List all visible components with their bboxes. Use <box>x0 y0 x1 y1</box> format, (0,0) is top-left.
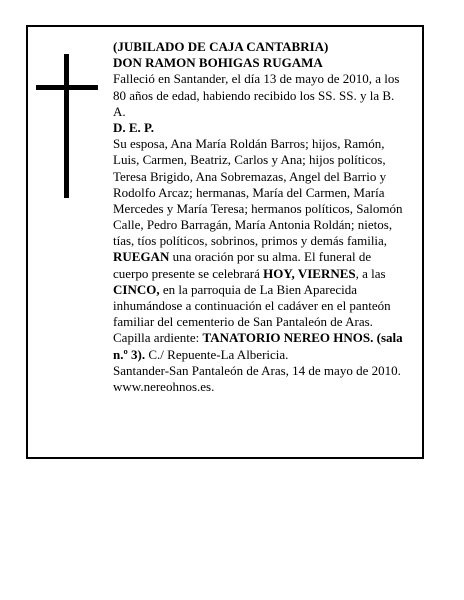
family-line-1: Su esposa, Ana María Roldán Barros; hijos, Ramón, <box>113 136 385 152</box>
family-line-7: tías, tíos políticos, sobrinos, primos y demás familia, <box>113 233 388 249</box>
burial-line-2: familiar del cementerio de San Pantaleón de Aras. <box>113 314 373 330</box>
family-line-2: Luis, Carmen, Beatriz, Carlos y Ana; hijos políticos, <box>113 152 386 168</box>
burial-line-1: inhumándose a continuación el cadáver en el panteón <box>113 298 391 313</box>
cross-vertical-bar <box>64 54 69 198</box>
death-line-1: Falleció en Santander, el día 13 de mayo de 2010, a los <box>113 71 400 87</box>
death-line-2: 80 años de edad, habiendo recibido los SS. SS. y la B. <box>113 87 395 103</box>
cross-icon <box>36 54 98 198</box>
family-line-6: Calle, Pedro Barragán, María Antonia Roldán; nietos, <box>113 217 393 233</box>
chapel-name: TANATORIO NEREO HNOS. (sala <box>202 330 403 346</box>
chapel-pre: Capilla ardiente: <box>113 330 203 346</box>
funeral-place: en la parroquia de La Bien Aparecida <box>159 281 358 297</box>
family-line-3: Teresa Brigido, Ana Sobremazas, Angel del Barrio y <box>113 168 387 184</box>
place-date: Santander-San Pantaleón de Aras, 14 de mayo de 2010. <box>113 362 401 378</box>
ruegan-line <box>113 249 421 265</box>
chapel-address: C./ Repuente-La Albericia. <box>145 346 289 362</box>
funeral-pre: cuerpo presente se celebrará <box>113 265 264 281</box>
dep-heading: D. E. P. <box>113 119 155 135</box>
ruegan-rest: una oración por su alma. El funeral de <box>169 249 372 265</box>
funeral-line <box>113 266 421 282</box>
deceased-name: DON RAMON BOHIGAS RUGAMA <box>113 55 323 71</box>
death-line-3: A. <box>113 103 126 119</box>
chapel-room: n.º 3). <box>113 346 146 362</box>
cross-horizontal-bar <box>36 85 98 90</box>
website: www.nereohnos.es. <box>113 378 215 394</box>
chapel-line <box>113 330 421 346</box>
funeral-day: HOY, VIERNES <box>263 265 356 281</box>
family-line-4: Rodolfo Arcaz; hermanas, María del Carmen, María <box>113 184 385 200</box>
funeral-post: , a las <box>355 265 386 281</box>
obituary-text <box>113 39 421 395</box>
affiliation-heading: (JUBILADO DE CAJA CANTABRIA) <box>113 39 329 54</box>
funeral-time: CINCO, <box>113 281 160 297</box>
ruegan-bold: RUEGAN <box>113 249 170 265</box>
funeral-time-line <box>113 282 421 298</box>
chapel-line-2 <box>113 347 421 363</box>
family-line-5: Mercedes y María Teresa; hermanos políticos, Salomón <box>113 200 403 216</box>
